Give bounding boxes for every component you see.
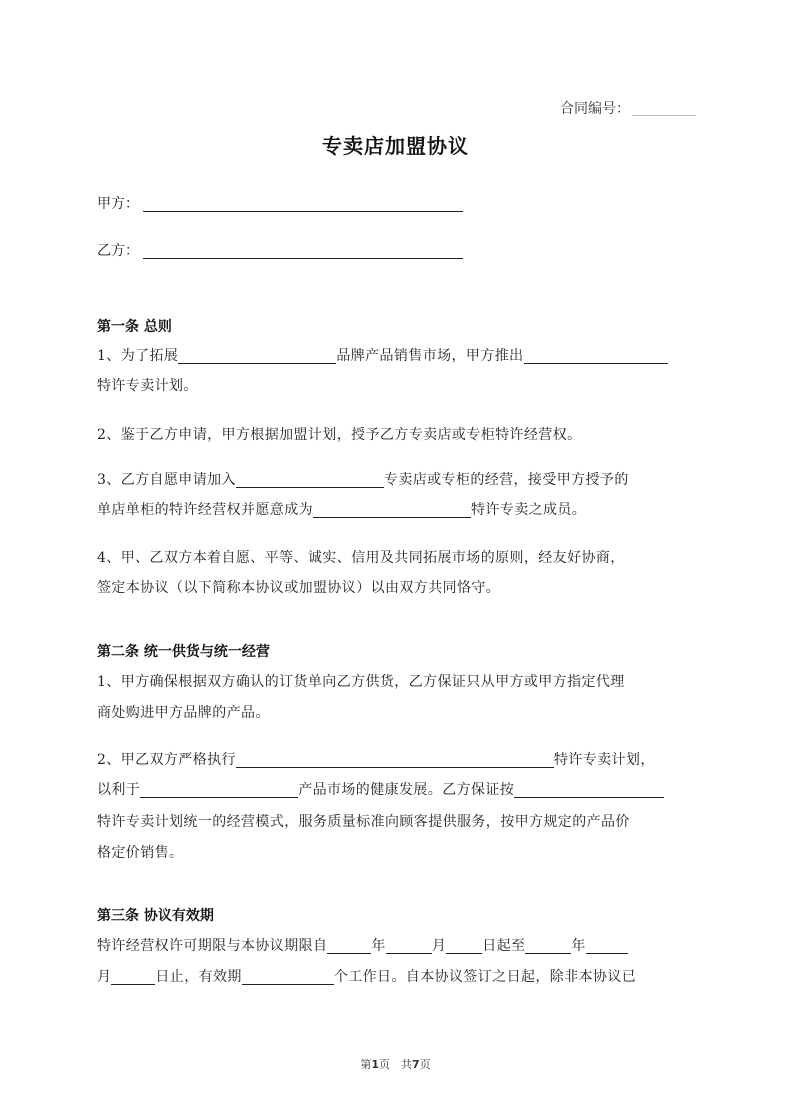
text-run: 品牌产品销售市场，甲方推出 — [336, 348, 524, 364]
brand-blank[interactable] — [178, 349, 336, 364]
text-run: 特许经营权许可期限与本协议期限自 — [97, 938, 328, 954]
text-run: 日止，有效期 — [155, 969, 242, 985]
duration-blank[interactable] — [242, 970, 334, 985]
article-2-p1-line1: 1、甲方确保根据双方确认的订货单向乙方供货，乙方保证只从甲方或甲方指定代理 — [97, 674, 625, 690]
article-2-p1-line2: 商处购进甲方品牌的产品。 — [97, 705, 270, 721]
text-run: 月 — [97, 969, 112, 985]
text-run: 月 — [431, 938, 447, 954]
text-run: 年 — [571, 938, 586, 954]
text-run: 2、甲乙双方严格执行 — [97, 752, 236, 768]
article-2-p2-line4: 格定价销售。 — [97, 845, 184, 861]
start-day-blank[interactable] — [446, 939, 482, 954]
party-b-label: 乙方： — [97, 243, 139, 259]
party-b — [97, 240, 463, 260]
article-3-p1-line2 — [97, 967, 636, 987]
text-run: 第 — [360, 1058, 372, 1071]
article-1-p1-line2: 特许专卖计划。 — [97, 378, 198, 394]
store-blank[interactable] — [236, 473, 384, 488]
page-title: 专卖店加盟协议 — [322, 134, 469, 158]
party-a-label: 甲方： — [97, 196, 139, 212]
page-number: 1 — [371, 1058, 379, 1071]
text-run: 特许专卖计划， — [553, 752, 655, 768]
article-2-p2-line3: 特许专卖计划统一的经营模式，服务质量标准向顾客提供服务，按甲方规定的产品价 — [97, 814, 630, 830]
member-blank[interactable] — [313, 503, 471, 518]
start-year-blank[interactable] — [327, 939, 371, 954]
end-day-blank[interactable] — [111, 970, 155, 985]
party-a-field[interactable] — [143, 197, 463, 212]
text-run: 产品市场的健康发展。乙方保证按 — [298, 782, 515, 798]
text-run: 以利于 — [97, 782, 141, 798]
article-1-p1-line1 — [97, 346, 668, 366]
party-b-field[interactable] — [143, 244, 463, 259]
party-a — [97, 193, 463, 213]
end-month-blank-a[interactable] — [586, 939, 628, 954]
article-2-p2-line1 — [97, 750, 655, 770]
text-run: 1、为了拓展 — [97, 348, 179, 364]
product-blank[interactable] — [140, 783, 298, 798]
plan-blank[interactable] — [524, 349, 668, 364]
text-run: 3、乙方自愿申请加入 — [97, 472, 236, 488]
end-year-blank[interactable] — [525, 939, 571, 954]
article-1-p3-line2 — [97, 500, 586, 520]
text-run: 页 共 — [379, 1058, 412, 1071]
article-3-heading: 第三条 协议有效期 — [97, 908, 214, 924]
text-run: 年 — [371, 938, 386, 954]
text-run: 日起至 — [482, 938, 526, 954]
article-1-p2: 2、鉴于乙方申请，甲方根据加盟计划，授予乙方专卖店或专柜特许经营权。 — [97, 427, 582, 443]
article-1-p3-line1 — [97, 470, 629, 490]
text-run: 特许专卖之成员。 — [471, 502, 587, 518]
article-1-p4-line2: 签定本协议（以下简称本协议或加盟协议）以由双方共同恪守。 — [97, 580, 501, 596]
plan-blank-2[interactable] — [514, 783, 664, 798]
text-run: 页 — [419, 1058, 431, 1071]
article-2-heading: 第二条 统一供货与统一经营 — [97, 644, 270, 660]
article-3-p1-line1 — [97, 936, 628, 956]
article-2-p2-line2 — [97, 780, 664, 800]
contract-number-label: 合同编号： — [560, 101, 630, 117]
plan-name-blank[interactable] — [236, 753, 554, 768]
text-run: 个工作日。自本协议签订之日起，除非本协议已 — [333, 969, 637, 985]
contract-number — [560, 98, 696, 118]
start-month-blank[interactable] — [386, 939, 432, 954]
text-run: 单店单柜的特许经营权并愿意成为 — [97, 502, 313, 518]
article-1-heading: 第一条 总则 — [97, 319, 172, 335]
page-footer — [0, 1056, 791, 1072]
page-total: 7 — [412, 1058, 420, 1071]
contract-number-field[interactable] — [632, 101, 696, 116]
article-1-p4-line1: 4、甲、乙双方本着自愿、平等、诚实、信用及共同拓展市场的原则，经友好协商， — [97, 550, 625, 566]
text-run: 专卖店或专柜的经营，接受甲方授予的 — [383, 472, 629, 488]
